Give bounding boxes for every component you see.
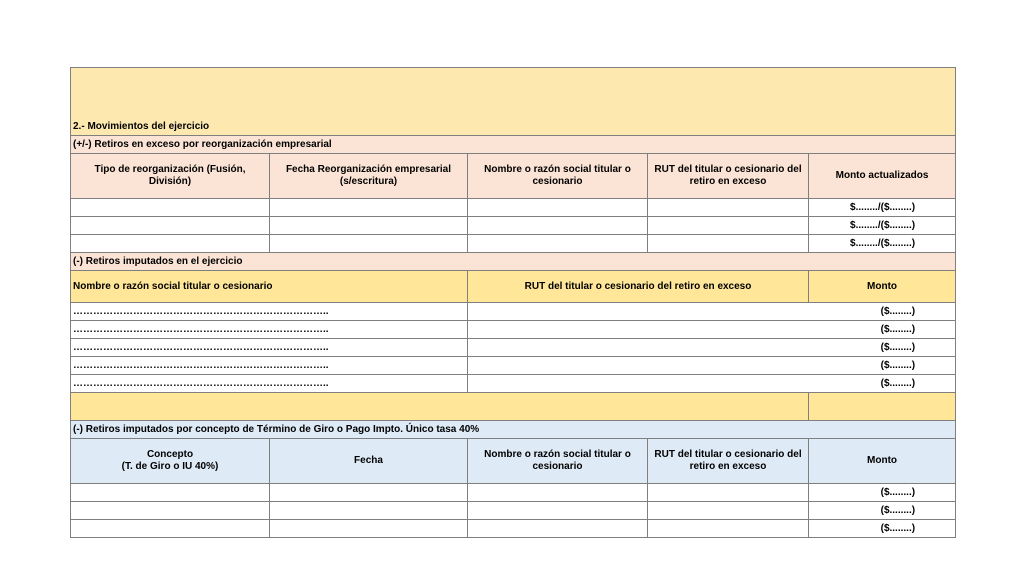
- block2-header-name: Nombre o razón social titular o cesionario: [71, 271, 468, 303]
- table-row: [71, 199, 956, 217]
- table-row: [71, 375, 956, 393]
- movements-table: [70, 67, 956, 538]
- block3-header-concept: Concepto (T. de Giro o IU 40%): [71, 439, 270, 484]
- table-row: [71, 321, 956, 339]
- table-cell[interactable]: [270, 520, 468, 538]
- table-row: [71, 393, 956, 421]
- table-row: [71, 520, 956, 538]
- amount-cell[interactable]: $......../($........): [809, 199, 956, 217]
- table-cell[interactable]: [270, 484, 468, 502]
- amount-cell[interactable]: ($........): [468, 339, 956, 357]
- table-cell[interactable]: [71, 502, 270, 520]
- section-title: 2.- Movimientos del ejercicio: [71, 68, 956, 136]
- amount-cell[interactable]: $......../($........): [809, 235, 956, 253]
- amount-cell[interactable]: $......../($........): [809, 217, 956, 235]
- block2-header-amount: Monto: [809, 271, 956, 303]
- table-row: [71, 502, 956, 520]
- table-row: [71, 217, 956, 235]
- table-cell[interactable]: [468, 520, 648, 538]
- table-cell[interactable]: [71, 235, 270, 253]
- block1-header-rut: RUT del titular o cesionario del retiro en exceso: [648, 154, 809, 199]
- table-cell[interactable]: [71, 484, 270, 502]
- table-row: [71, 303, 956, 321]
- table-cell[interactable]: [71, 217, 270, 235]
- table-cell[interactable]: [648, 502, 809, 520]
- block3-header-rut: RUT del titular o cesionario del retiro en exceso: [648, 439, 809, 484]
- block1-heading: (+/-) Retiros en exceso por reorganización empresarial: [71, 136, 956, 154]
- amount-cell[interactable]: ($........): [468, 357, 956, 375]
- amount-cell[interactable]: ($........): [809, 484, 956, 502]
- block1-header-amount: Monto actualizados: [809, 154, 956, 199]
- block2-heading: (-) Retiros imputados en el ejercicio: [71, 253, 956, 271]
- block1-header-date: Fecha Reorganización empresarial (s/escritura): [270, 154, 468, 199]
- table-cell[interactable]: [71, 520, 270, 538]
- table-row: [71, 484, 956, 502]
- table-cell[interactable]: [468, 502, 648, 520]
- table-cell[interactable]: [648, 235, 809, 253]
- amount-cell[interactable]: ($........): [809, 502, 956, 520]
- table-cell[interactable]: [648, 199, 809, 217]
- block3-heading: (-) Retiros imputados por concepto de Término de Giro o Pago Impto. Único tasa 40%: [71, 421, 956, 439]
- table-cell[interactable]: [270, 502, 468, 520]
- table-cell[interactable]: [468, 199, 648, 217]
- name-placeholder[interactable]: …………………………………………………………………..: [71, 357, 468, 375]
- amount-cell[interactable]: ($........): [468, 375, 956, 393]
- block2-header-rut: RUT del titular o cesionario del retiro en exceso: [468, 271, 809, 303]
- table-row: [71, 235, 956, 253]
- table-cell[interactable]: [270, 217, 468, 235]
- amount-cell[interactable]: ($........): [468, 321, 956, 339]
- table-cell[interactable]: [270, 199, 468, 217]
- block1-header-type: Tipo de reorganización (Fusión, División): [71, 154, 270, 199]
- block1-header-name: Nombre o razón social titular o cesionario: [468, 154, 648, 199]
- table-row: [71, 339, 956, 357]
- table-cell[interactable]: [270, 235, 468, 253]
- block2-total-cell[interactable]: [809, 393, 956, 421]
- table-cell[interactable]: [468, 235, 648, 253]
- block3-header-amount: Monto: [809, 439, 956, 484]
- name-placeholder[interactable]: …………………………………………………………………..: [71, 339, 468, 357]
- table-cell[interactable]: [468, 217, 648, 235]
- amount-cell[interactable]: ($........): [468, 303, 956, 321]
- amount-cell[interactable]: ($........): [809, 520, 956, 538]
- table-row: [71, 357, 956, 375]
- table-cell[interactable]: [648, 217, 809, 235]
- table-cell[interactable]: [648, 520, 809, 538]
- name-placeholder[interactable]: …………………………………………………………………..: [71, 375, 468, 393]
- block3-header-date: Fecha: [270, 439, 468, 484]
- table-cell[interactable]: [468, 484, 648, 502]
- block3-header-name: Nombre o razón social titular o cesionario: [468, 439, 648, 484]
- block2-total-label-cell: [71, 393, 809, 421]
- name-placeholder[interactable]: …………………………………………………………………..: [71, 321, 468, 339]
- table-cell[interactable]: [648, 484, 809, 502]
- table-cell[interactable]: [71, 199, 270, 217]
- name-placeholder[interactable]: …………………………………………………………………..: [71, 303, 468, 321]
